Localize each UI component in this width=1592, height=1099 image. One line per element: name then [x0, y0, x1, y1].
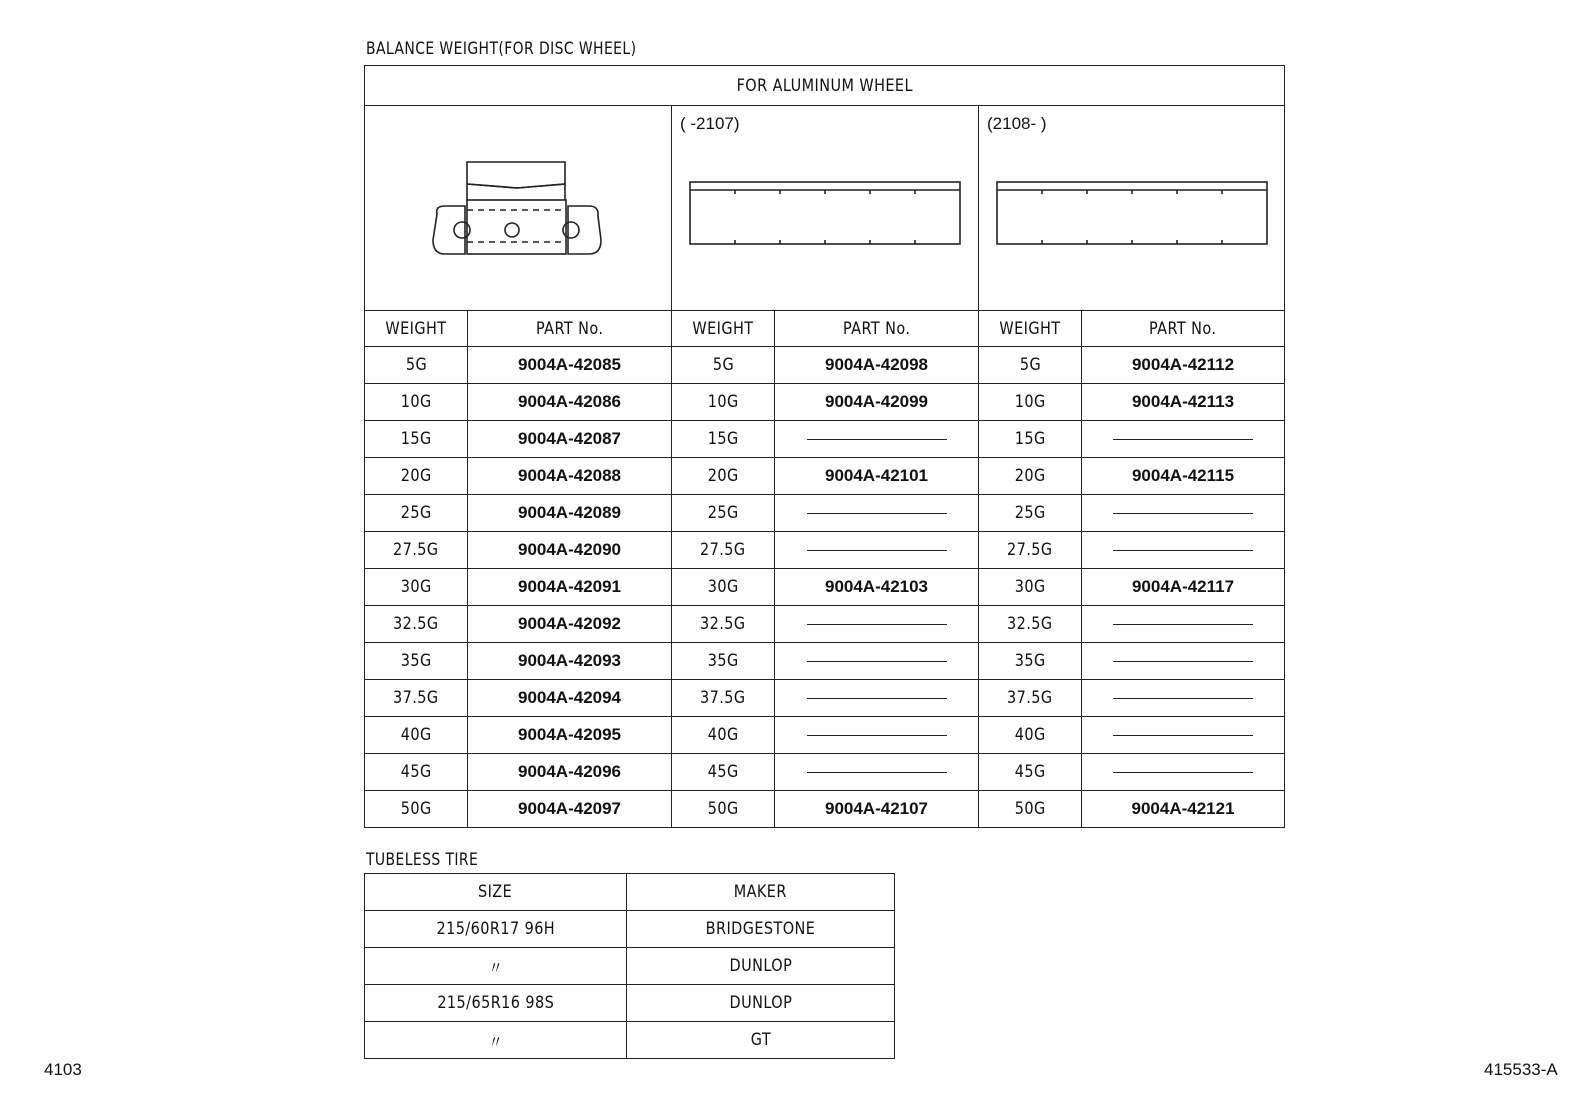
part-number-cell: 9004A-42086 — [468, 384, 672, 421]
part-number-cell — [775, 495, 979, 532]
figure-id: 415533-A — [1484, 1060, 1558, 1079]
size-col-header: SIZE — [365, 874, 627, 911]
part-number-cell — [775, 680, 979, 717]
weight-cell: 5G — [672, 347, 775, 384]
part-number-cell: 9004A-42092 — [468, 606, 672, 643]
table-row — [365, 347, 1285, 384]
weight-col-header: WEIGHT — [365, 311, 468, 347]
weight-cell: 37.5G — [672, 680, 775, 717]
weight-cell: 30G — [365, 569, 468, 606]
weight-cell: 32.5G — [672, 606, 775, 643]
part-number-cell: 9004A-42112 — [1082, 347, 1285, 384]
weight-cell: 45G — [979, 754, 1082, 791]
table-row — [365, 791, 1285, 828]
weight-cell: 15G — [979, 421, 1082, 458]
not-available-dash — [807, 772, 947, 773]
weight-cell: 40G — [672, 717, 775, 754]
adhesive-weight-cell-early: ( -2107) — [672, 106, 979, 311]
weight-cell: 20G — [365, 458, 468, 495]
weight-cell: 20G — [672, 458, 775, 495]
part-number-cell — [775, 532, 979, 569]
part-number-cell — [1082, 532, 1285, 569]
not-available-dash — [1113, 698, 1253, 699]
weight-cell: 40G — [979, 717, 1082, 754]
weight-cell: 35G — [979, 643, 1082, 680]
weight-cell: 50G — [979, 791, 1082, 828]
tubeless-tire-title: TUBELESS TIRE — [366, 850, 479, 870]
not-available-dash — [1113, 772, 1253, 773]
page-number: 4103 — [44, 1060, 82, 1079]
table-row — [365, 754, 1285, 791]
part-col-header: PART No. — [1082, 311, 1285, 347]
tire-size-cell: 〃 — [365, 1022, 627, 1059]
maker-col-header: MAKER — [627, 874, 895, 911]
not-available-dash — [1113, 513, 1253, 514]
adhesive-weight-cell-late: (2108- ) — [979, 106, 1285, 311]
weight-cell: 30G — [672, 569, 775, 606]
weight-cell: 27.5G — [672, 532, 775, 569]
weight-cell: 25G — [672, 495, 775, 532]
weight-cell: 25G — [979, 495, 1082, 532]
part-number-cell: 9004A-42087 — [468, 421, 672, 458]
not-available-dash — [807, 624, 947, 625]
adhesive-weight-strip-icon — [672, 106, 978, 306]
weight-cell: 10G — [979, 384, 1082, 421]
part-number-cell: 9004A-42098 — [775, 347, 979, 384]
balance-weight-title: BALANCE WEIGHT(FOR DISC WHEEL) — [366, 39, 637, 59]
weight-cell: 10G — [365, 384, 468, 421]
part-number-cell: 9004A-42121 — [1082, 791, 1285, 828]
part-number-cell: 9004A-42113 — [1082, 384, 1285, 421]
weight-cell: 50G — [365, 791, 468, 828]
tubeless-tire-table — [364, 873, 895, 1059]
weight-cell: 45G — [365, 754, 468, 791]
not-available-dash — [1113, 550, 1253, 551]
table-row — [365, 606, 1285, 643]
not-available-dash — [807, 550, 947, 551]
tire-size-cell: 215/65R16 98S — [365, 985, 627, 1022]
part-number-cell — [775, 717, 979, 754]
not-available-dash — [807, 439, 947, 440]
table-row — [365, 458, 1285, 495]
weight-cell: 15G — [365, 421, 468, 458]
tire-maker-cell: DUNLOP — [627, 948, 895, 985]
part-number-cell: 9004A-42115 — [1082, 458, 1285, 495]
part-number-cell: 9004A-42096 — [468, 754, 672, 791]
weight-cell: 27.5G — [979, 532, 1082, 569]
weight-cell: 45G — [672, 754, 775, 791]
part-col-header: PART No. — [468, 311, 672, 347]
table-row — [365, 495, 1285, 532]
table-row — [365, 985, 895, 1022]
weight-cell: 50G — [672, 791, 775, 828]
part-number-cell: 9004A-42107 — [775, 791, 979, 828]
part-number-cell: 9004A-42089 — [468, 495, 672, 532]
weight-cell: 27.5G — [365, 532, 468, 569]
tire-maker-cell: BRIDGESTONE — [627, 911, 895, 948]
not-available-dash — [1113, 735, 1253, 736]
weight-cell: 32.5G — [979, 606, 1082, 643]
not-available-dash — [807, 735, 947, 736]
balance-weight-table — [364, 65, 1285, 828]
part-number-cell — [1082, 495, 1285, 532]
part-number-cell — [1082, 717, 1285, 754]
part-number-cell: 9004A-42088 — [468, 458, 672, 495]
part-number-cell — [775, 421, 979, 458]
table-row — [365, 643, 1285, 680]
not-available-dash — [1113, 661, 1253, 662]
clip-weight-illustration-cell — [365, 106, 672, 311]
table-row — [365, 569, 1285, 606]
part-number-cell: 9004A-42117 — [1082, 569, 1285, 606]
table-row — [365, 1022, 895, 1059]
table-row — [365, 680, 1285, 717]
part-number-cell: 9004A-42093 — [468, 643, 672, 680]
part-number-cell — [1082, 680, 1285, 717]
part-col-header: PART No. — [775, 311, 979, 347]
tire-maker-cell: DUNLOP — [627, 985, 895, 1022]
part-number-cell: 9004A-42090 — [468, 532, 672, 569]
weight-cell: 20G — [979, 458, 1082, 495]
weight-cell: 30G — [979, 569, 1082, 606]
weight-cell: 35G — [672, 643, 775, 680]
weight-cell: 5G — [365, 347, 468, 384]
not-available-dash — [807, 513, 947, 514]
part-number-cell — [775, 643, 979, 680]
part-number-cell: 9004A-42085 — [468, 347, 672, 384]
weight-cell: 25G — [365, 495, 468, 532]
table-row — [365, 911, 895, 948]
part-number-cell: 9004A-42099 — [775, 384, 979, 421]
weight-cell: 15G — [672, 421, 775, 458]
tire-size-cell: 〃 — [365, 948, 627, 985]
part-number-cell — [1082, 606, 1285, 643]
tire-maker-cell: GT — [627, 1022, 895, 1059]
table-row — [365, 717, 1285, 754]
not-available-dash — [1113, 624, 1253, 625]
weight-cell: 10G — [672, 384, 775, 421]
table-row — [365, 421, 1285, 458]
part-number-cell: 9004A-42103 — [775, 569, 979, 606]
part-number-cell — [775, 606, 979, 643]
part-number-cell: 9004A-42101 — [775, 458, 979, 495]
table-row — [365, 384, 1285, 421]
part-number-cell — [1082, 643, 1285, 680]
weight-cell: 35G — [365, 643, 468, 680]
adhesive-weight-strip-icon — [979, 106, 1285, 306]
weight-cell: 40G — [365, 717, 468, 754]
tire-size-cell: 215/60R17 96H — [365, 911, 627, 948]
clip-on-weight-icon — [365, 106, 671, 306]
part-number-cell: 9004A-42094 — [468, 680, 672, 717]
weight-cell: 5G — [979, 347, 1082, 384]
weight-col-header: WEIGHT — [672, 311, 775, 347]
part-number-cell: 9004A-42091 — [468, 569, 672, 606]
weight-cell: 32.5G — [365, 606, 468, 643]
not-available-dash — [807, 661, 947, 662]
table-row — [365, 948, 895, 985]
weight-cell: 37.5G — [979, 680, 1082, 717]
weight-cell: 37.5G — [365, 680, 468, 717]
part-number-cell — [1082, 421, 1285, 458]
not-available-dash — [807, 698, 947, 699]
not-available-dash — [1113, 439, 1253, 440]
weight-col-header: WEIGHT — [979, 311, 1082, 347]
part-number-cell — [1082, 754, 1285, 791]
aluminum-wheel-header: FOR ALUMINUM WHEEL — [365, 66, 1285, 106]
part-number-cell — [775, 754, 979, 791]
table-row — [365, 532, 1285, 569]
part-number-cell: 9004A-42097 — [468, 791, 672, 828]
part-number-cell: 9004A-42095 — [468, 717, 672, 754]
